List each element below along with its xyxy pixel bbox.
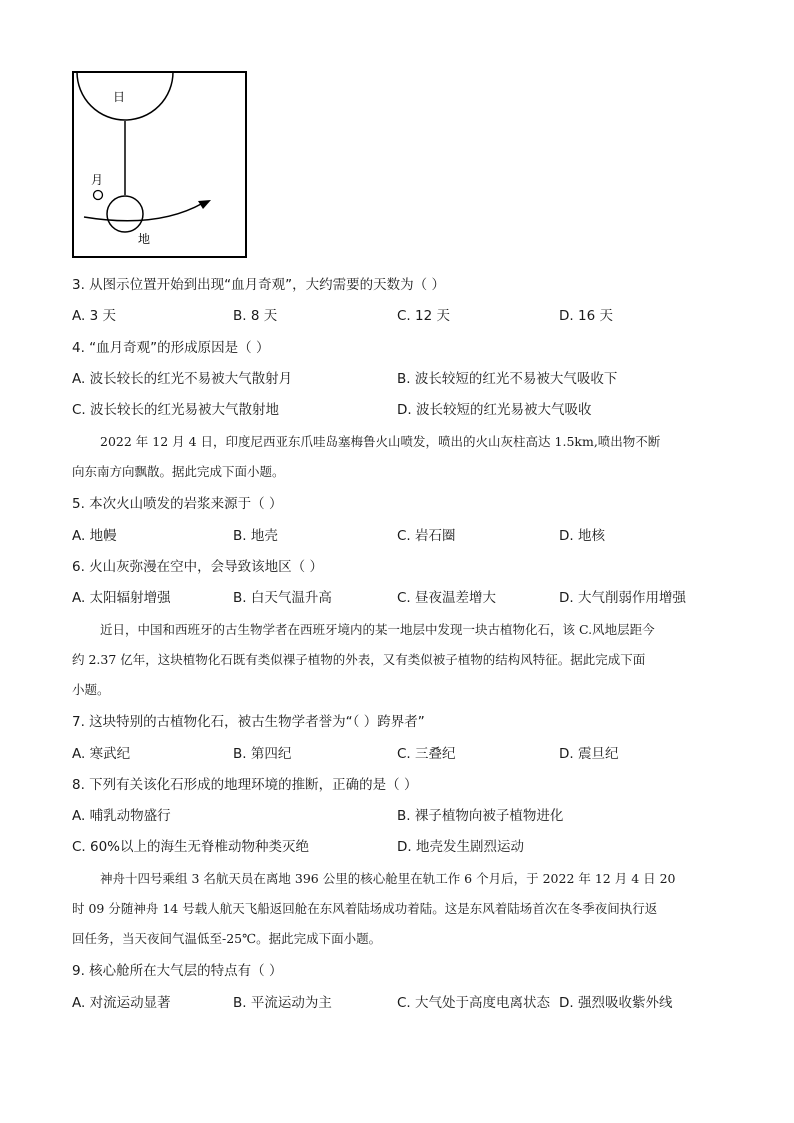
question-6-stem: 6. 火山灰弥漫在空中，会导致该地区（ ） — [72, 559, 323, 575]
q8-option-d[interactable]: D. 地壳发生剧烈运动 — [397, 839, 524, 855]
q8-option-a[interactable]: A. 哺乳动物盛行 — [72, 808, 171, 824]
passage-3-line-3: 小题。 — [72, 682, 110, 697]
q7-option-d[interactable]: D. 震旦纪 — [559, 746, 619, 762]
q6-option-b[interactable]: B. 白天气温升高 — [233, 590, 332, 606]
orbit-diagram-svg — [72, 71, 247, 258]
q7-option-c[interactable]: C. 三叠纪 — [397, 746, 456, 762]
earth-circle — [107, 196, 143, 232]
passage-4-line-1: 神舟十四号乘组 3 名航天员在离地 396 公里的核心舱里在轨工作 6 个月后，于 2022 年 12 月 4 日 20 — [100, 871, 676, 886]
q3-option-c[interactable]: C. 12 天 — [397, 308, 450, 324]
passage-4-line-3: 回任务，当天夜间气温低至-25℃。据此完成下面小题。 — [72, 931, 382, 946]
q9-option-d[interactable]: D. 强烈吸收紫外线 — [559, 995, 673, 1011]
passage-4-line-2: 时 09 分随神舟 14 号载人航天飞船返回舱在东风着陆场成功着陆。这是东风着陆场首次在冬季夜间执行返 — [72, 901, 658, 916]
moon-circle — [94, 191, 103, 200]
q4-option-c[interactable]: C. 波长较长的红光易被大气散射地 — [72, 402, 280, 418]
q4-option-a[interactable]: A. 波长较长的红光不易被大气散射月 — [72, 371, 293, 387]
q3-option-b[interactable]: B. 8 天 — [233, 308, 278, 324]
diagram-frame — [73, 72, 246, 257]
passage-3-line-1: 近日，中国和西班牙的古生物学者在西班牙境内的某一地层中发现一块古植物化石，该 C.风地层距今 — [100, 622, 655, 637]
moon-label: 月 — [90, 173, 104, 187]
q8-option-c[interactable]: C. 60%以上的海生无脊椎动物种类灭绝 — [72, 839, 310, 855]
q9-option-c[interactable]: C. 大气处于高度电离状态 — [397, 995, 551, 1011]
question-7-stem: 7. 这块特别的古植物化石，被古生物学者誉为“（ ）跨界者” — [72, 714, 425, 730]
q9-option-b[interactable]: B. 平流运动为主 — [233, 995, 332, 1011]
passage-2-line-2: 向东南方向飘散。据此完成下面小题。 — [72, 464, 285, 479]
question-9-stem: 9. 核心舱所在大气层的特点有（ ） — [72, 963, 283, 979]
q9-option-a[interactable]: A. 对流运动显著 — [72, 995, 171, 1011]
earth-label: 地 — [137, 232, 151, 246]
q6-option-d[interactable]: D. 大气削弱作用增强 — [559, 590, 686, 606]
question-5-stem: 5. 本次火山喷发的岩浆来源于（ ） — [72, 496, 283, 512]
q6-option-a[interactable]: A. 太阳辐射增强 — [72, 590, 171, 606]
q4-option-d[interactable]: D. 波长较短的红光易被大气吸收 — [397, 402, 592, 418]
q5-option-c[interactable]: C. 岩石圈 — [397, 528, 456, 544]
q6-option-c[interactable]: C. 昼夜温差增大 — [397, 590, 497, 606]
q3-option-a[interactable]: A. 3 天 — [72, 308, 116, 324]
q7-option-a[interactable]: A. 寒武纪 — [72, 746, 131, 762]
question-3-stem: 3. 从图示位置开始到出现“血月奇观”，大约需要的天数为（ ） — [72, 277, 445, 293]
q5-option-d[interactable]: D. 地核 — [559, 528, 605, 544]
q5-option-b[interactable]: B. 地壳 — [233, 528, 278, 544]
q4-option-b[interactable]: B. 波长较短的红光不易被大气吸收下 — [397, 371, 618, 387]
passage-3-line-2: 约 2.37 亿年，这块植物化石既有类似裸子植物的外表，又有类似被子植物的结构风特征。据此完成下面 — [72, 652, 646, 667]
q5-option-a[interactable]: A. 地幔 — [72, 528, 117, 544]
question-4-stem: 4. “血月奇观”的形成原因是（ ） — [72, 340, 270, 356]
question-8-stem: 8. 下列有关该化石形成的地理环境的推断，正确的是（ ） — [72, 777, 418, 793]
q7-option-b[interactable]: B. 第四纪 — [233, 746, 292, 762]
q3-option-d[interactable]: D. 16 天 — [559, 308, 613, 324]
q8-option-b[interactable]: B. 裸子植物向被子植物进化 — [397, 808, 564, 824]
sun-label: 日 — [112, 90, 126, 104]
sun-moon-earth-diagram — [72, 71, 247, 258]
passage-2-line-1: 2022 年 12 月 4 日，印度尼西亚东爪哇岛塞梅鲁火山喷发，喷出的火山灰柱高达 1.5km,喷出物不断 — [100, 434, 661, 449]
